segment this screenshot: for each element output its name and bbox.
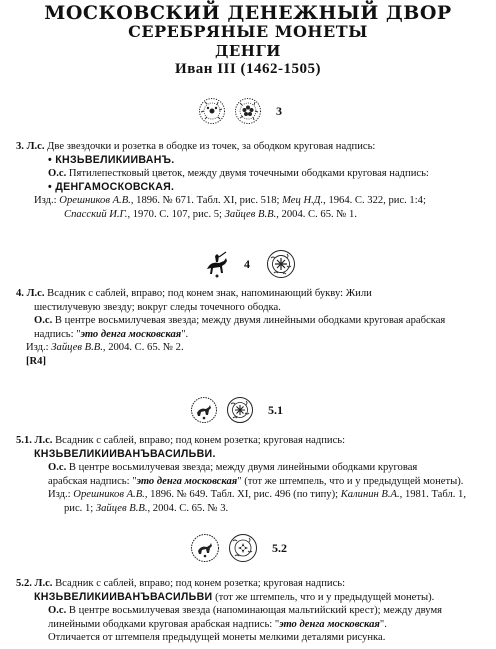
obverse-legend: КНЗЬВЕЛИКИИВАНЪВАСИЛЬВИ: [34, 590, 213, 603]
coin-obverse-image: [190, 533, 220, 563]
ref-details: , 1964. С. 322, рис. 1:4;: [323, 195, 426, 206]
ref-author: Зайцев В.В.: [95, 502, 148, 514]
reverse-legend: • ДЕНГАМОСКОВСКАЯ.: [48, 180, 175, 193]
ref-author: Зайцев В.В.: [51, 342, 103, 353]
reverse-description: В центре восьмилучевая звезда; между двумя линейными ободками круговая арабская: [54, 315, 446, 326]
obverse-label: Л.с.: [26, 288, 45, 299]
ref-details: , 1981. Табл. 1,: [399, 489, 467, 500]
reverse-description-end: ".: [379, 618, 387, 630]
coin-reverse-image: [228, 533, 258, 563]
ref-author: Калинин В.А.: [340, 489, 400, 500]
obverse-legend: КНЗЬВЕЛИКИИВАНЪВАСИЛЬВИ.: [34, 447, 216, 460]
obverse-description: Всадник с саблей, вправо; под конем розетка; круговая надпись:: [55, 435, 346, 446]
catalog-entry-4: [16, 287, 484, 368]
refs-label: Изд.:: [26, 342, 49, 353]
section-title: СЕРЕБРЯНЫЕ МОНЕТЫ: [128, 22, 368, 41]
coin-images-5-2: [190, 533, 287, 563]
obverse-description: Всадник с саблей, вправо; под конем розетка; круговая надпись:: [55, 578, 346, 589]
ref-details: , 2004. С. 65. № 2.: [102, 342, 184, 353]
coin-reverse-image: [234, 97, 262, 125]
ref-details: , 1896. № 649. Табл. XI, рис. 496 (по типу);: [144, 489, 339, 500]
coin-images-5-1: [190, 396, 283, 424]
reverse-legend: это денга московская: [279, 618, 380, 630]
reverse-description-cont: линейными ободками круговая арабская надпись: ": [48, 618, 280, 630]
coin-obverse-image: [202, 249, 232, 279]
reverse-description: Пятилепестковый цветок, между двумя точечными ободками круговая надпись:: [68, 168, 429, 179]
reverse-description-cont: надпись: ": [34, 328, 81, 340]
entry-id: 5.1.: [16, 435, 32, 446]
catalog-entry-5-1: [16, 434, 484, 515]
catalog-entry-3: [16, 140, 484, 221]
rarity-badge: [R4]: [26, 355, 47, 367]
coin-number: 5.2: [272, 540, 287, 555]
entry-id: 4.: [16, 288, 24, 299]
entry-id: 5.2.: [16, 578, 32, 589]
reverse-label: О.с.: [48, 605, 67, 616]
catalog-entry-5-2: [16, 577, 484, 645]
ref-author: Орешников А.В.: [73, 489, 145, 500]
refs-label: Изд.:: [34, 195, 57, 206]
obverse-label: Л.с.: [34, 578, 53, 589]
ref-details: , 2004. С. 65. № 3.: [147, 502, 229, 514]
obverse-description: Всадник с саблей, вправо; под конем знак, напоминающий букву: Жили: [47, 288, 372, 299]
coin-number: 4: [244, 256, 250, 271]
coin-number: 3: [276, 103, 282, 118]
entry-note: Отличается от штемпеля предыдущей монеты мелкими деталями рисунка.: [48, 632, 386, 643]
subsection-title: ДЕНГИ: [215, 42, 281, 60]
coin-images-3: [198, 97, 282, 125]
ruler-title: Иван III (1462-1505): [175, 61, 321, 77]
reverse-legend: это денга московская: [136, 475, 238, 487]
reverse-description-end: " (тот же штемпель, что и у предыдущей монеты).: [237, 475, 464, 487]
reverse-label: О.с.: [34, 315, 53, 326]
reverse-description-cont: арабская надпись: ": [48, 475, 137, 487]
ref-details: рис. 1;: [64, 502, 94, 514]
entry-id: 3.: [16, 141, 24, 152]
ref-author: Мец Н.Д.: [282, 195, 324, 206]
obverse-legend: • КНЗЬВЕЛИКИИВАНЪ.: [48, 153, 175, 166]
reverse-label: О.с.: [48, 462, 67, 473]
obverse-label: Л.с.: [26, 141, 45, 152]
coin-obverse-image: [190, 396, 218, 424]
page-title: МОСКОВСКИЙ ДЕНЕЖНЫЙ ДВОР: [44, 2, 452, 24]
ref-author: Зайцев В.В.: [224, 208, 277, 220]
obverse-label: Л.с.: [34, 435, 53, 446]
reverse-description-end: ".: [181, 328, 189, 340]
obverse-legend-note: (тот же штемпель, что и у предыдущей монеты).: [212, 591, 435, 603]
ref-details: , 1970. С. 107, рис. 5;: [127, 208, 222, 220]
coin-obverse-image: [198, 97, 226, 125]
reverse-description: В центре восьмилучевая звезда (напоминающая мальтийский крест); между двумя: [68, 605, 443, 616]
obverse-description: Две звездочки и розетка в ободке из точек, за ободком круговая надпись:: [47, 141, 376, 152]
reverse-description: В центре восьмилучевая звезда; между двумя линейными ободками круговая: [68, 462, 418, 473]
coin-number: 5.1: [268, 402, 283, 417]
coin-images-4: [202, 249, 296, 279]
coin-reverse-image: [266, 249, 296, 279]
reverse-label: О.с.: [48, 168, 67, 179]
obverse-description-cont: шестилучевую звезду; вокруг следы точечного ободка.: [34, 301, 281, 313]
coin-reverse-image: [226, 396, 254, 424]
refs-label: Изд.:: [48, 489, 71, 500]
ref-author: Орешников А.В.: [59, 195, 131, 206]
ref-details: , 2004. С. 65. № 1.: [276, 208, 357, 220]
ref-details: , 1896. № 671. Табл. XI, рис. 518;: [130, 195, 280, 206]
reverse-legend: это денга московская: [80, 328, 182, 340]
ref-author: Спасский И.Г.: [64, 208, 128, 220]
